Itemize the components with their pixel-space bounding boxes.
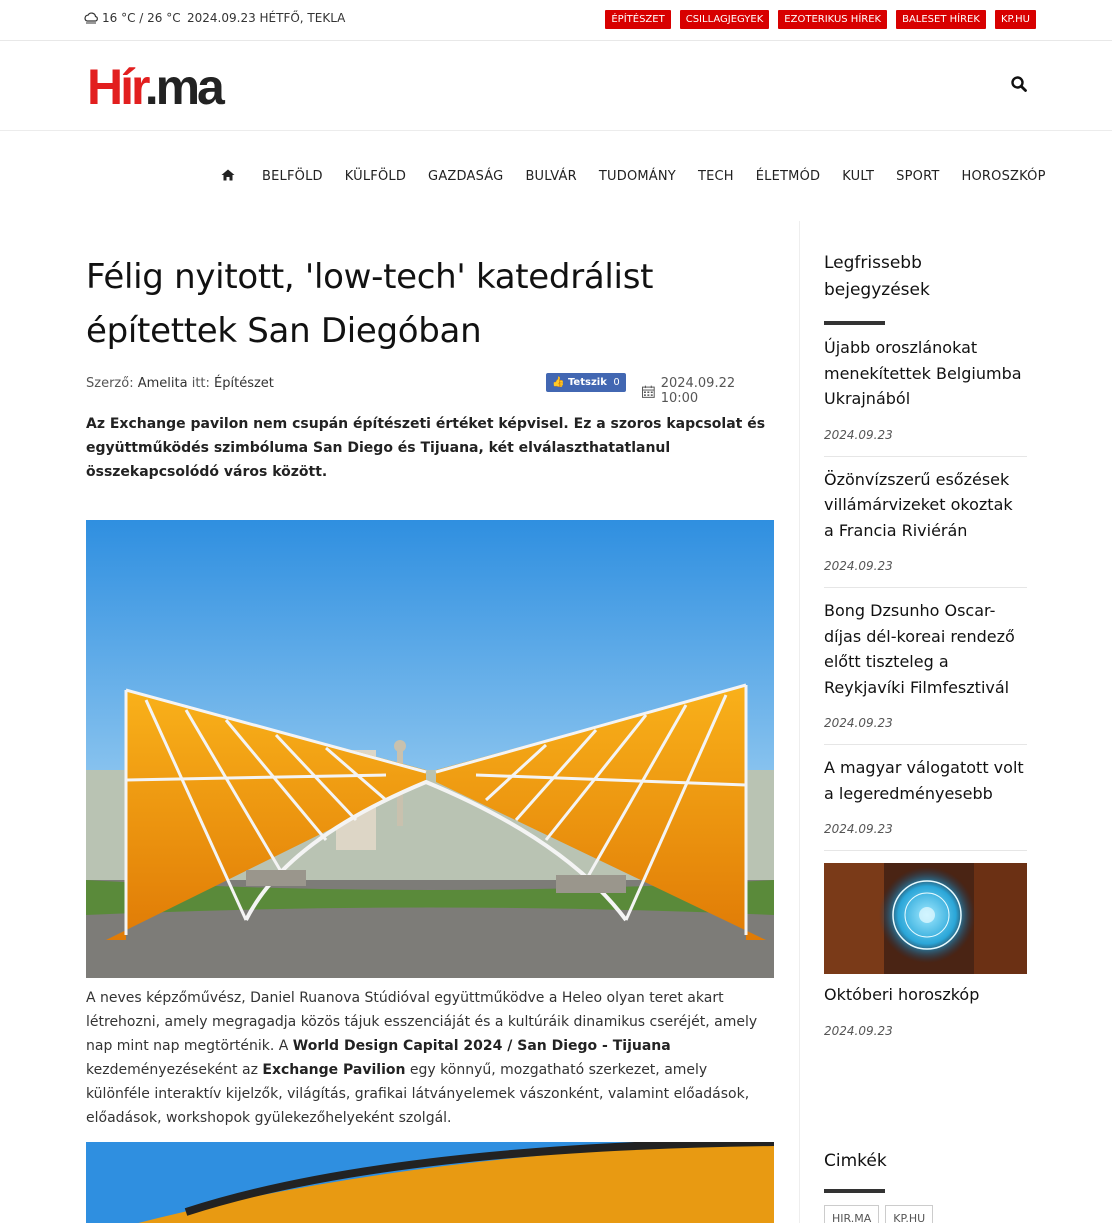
article-second-image	[86, 1142, 774, 1223]
tag-kp-hu[interactable]: KP.HU	[885, 1205, 933, 1223]
sidebar-post-date: 2024.09.23	[824, 716, 893, 730]
top-link-ezoterikus-hirek[interactable]: EZOTERIKUS HÍREK	[778, 10, 887, 29]
nav-item-sport[interactable]: SPORT	[896, 169, 940, 184]
author-label: Szerző:	[86, 376, 134, 391]
article-lead: Az Exchange pavilon nem csupán építészeti értéket képvisel. Ez a szoros kapcsolat és együttműködés szimbóluma San Diego és Tijuana, két elválaszthatatlanul összekapcsolódó város között.	[86, 416, 766, 480]
body-bold-1: World Design Capital 2024 / San Diego - Tijuana	[292, 1038, 671, 1054]
article-body	[86, 986, 774, 1130]
author-link[interactable]: Amelita	[137, 376, 188, 391]
tag-list	[824, 1205, 933, 1223]
sidebar-post	[824, 755, 1027, 851]
body-text-2: kezdeményezéseként az	[86, 1062, 263, 1078]
sidebar-heading: Legfrissebb bejegyzések	[824, 253, 930, 300]
search-button[interactable]	[1010, 75, 1028, 93]
sidebar-post-title[interactable]: A magyar válogatott volt a legeredményesebb	[824, 758, 1024, 803]
article-meta	[86, 370, 774, 406]
fb-like-label: Tetszik	[567, 377, 607, 388]
sidebar-post-title[interactable]: Özönvízszerű esőzések villámárvizeket okoztak a Francia Riviérán	[824, 469, 1013, 540]
nav-item-eletmod[interactable]: ÉLETMÓD	[755, 169, 821, 184]
nav-item-gazdasag[interactable]: GAZDASÁG	[428, 169, 504, 184]
weather-text: 16 °C / 26 °C	[102, 11, 181, 25]
publish-date-text: 2024.09.22 10:00	[660, 376, 736, 406]
publish-date	[642, 376, 774, 406]
nav-item-kult[interactable]: KULT	[842, 169, 875, 184]
article-hero-image	[86, 520, 774, 978]
nav-item-tech[interactable]: TECH	[697, 169, 734, 184]
tags-heading-bar	[824, 1189, 885, 1193]
cloud-icon	[84, 12, 98, 24]
site-header	[0, 41, 1112, 131]
fb-like-button[interactable]	[546, 373, 626, 392]
sidebar	[799, 221, 1112, 1223]
nav-item-horoszkop[interactable]: HOROSZKÓP	[961, 169, 1046, 184]
top-link-csillagjegyek[interactable]: CSILLAGJEGYEK	[680, 10, 770, 29]
article	[86, 221, 774, 1223]
logo-part-1: Hír	[87, 59, 145, 115]
sidebar-post-date: 2024.09.23	[824, 559, 893, 573]
featured-post-date: 2024.09.23	[824, 1023, 893, 1038]
featured-post	[824, 982, 1027, 1052]
sidebar-post-date: 2024.09.23	[824, 427, 893, 442]
body-text-3: egy könnyű, mozgatható szerkezet, amely különféle interaktív kijelzők, világítás, grafikai látványelemek vászonként, valamint előadások, előadások, workshopok gyülekezőhelyeként szolgál.	[86, 1062, 750, 1126]
article-author-line	[86, 376, 274, 391]
nav-item-kulfold[interactable]: KÜLFÖLD	[344, 169, 407, 184]
sidebar-post	[824, 467, 1027, 589]
current-date: 2024.09.23 HÉTFŐ, TEKLA	[187, 11, 346, 25]
body-bold-2: Exchange Pavilion	[262, 1062, 406, 1078]
category-link[interactable]: Építészet	[214, 376, 274, 391]
top-bar	[0, 0, 1112, 41]
nav-item-tudomany[interactable]: TUDOMÁNY	[598, 169, 676, 184]
sidebar-heading-bar	[824, 321, 885, 325]
search-icon	[1010, 75, 1028, 93]
weather	[84, 11, 181, 25]
nav-item-bulvar[interactable]: BULVÁR	[525, 169, 577, 184]
calendar-icon	[642, 385, 655, 398]
sidebar-post-title[interactable]: Újabb oroszlánokat menekítettek Belgiumba Ukrajnából	[824, 338, 1022, 408]
category-label: itt:	[191, 376, 210, 391]
top-link-baleset-hirek[interactable]: BALESET HÍREK	[896, 10, 986, 29]
home-icon	[221, 169, 235, 181]
top-link-epiteszet[interactable]: ÉPÍTÉSZET	[605, 10, 670, 29]
featured-post-title[interactable]: Októberi horoszkóp	[824, 985, 980, 1004]
sidebar-post	[824, 598, 1027, 745]
nav-item-belfold[interactable]: BELFÖLD	[262, 169, 323, 184]
body-text-1: A neves képzőművész, Daniel Ruanova Stúdióval együttműködve a Heleo olyan teret akart létrehozni, amely megragadja közös tájuk esszenciáját és a kultúráik dinamikus cseréjét, amely nap mint nap megtörténik. A	[86, 990, 758, 1054]
top-links	[605, 10, 1036, 29]
sidebar-post	[824, 335, 1027, 457]
fb-like-count: 0	[613, 377, 620, 388]
top-link-kp-hu[interactable]: KP.HU	[995, 10, 1036, 29]
featured-post-image[interactable]	[824, 863, 1027, 974]
tag-hir-ma[interactable]: HIR.MA	[824, 1205, 879, 1223]
sidebar-post-title[interactable]: Bong Dzsunho Oscar-díjas dél-koreai rendező előtt tiszteleg a Reykjavíki Filmfesztivál	[824, 601, 1015, 697]
main-nav	[0, 131, 1112, 221]
nav-home[interactable]	[221, 169, 235, 185]
site-logo[interactable]	[87, 59, 222, 115]
article-title: Félig nyitott, 'low-tech' katedrálist építettek San Diegóban	[86, 257, 654, 351]
logo-part-2: .ma	[144, 59, 222, 115]
thumbs-up-icon: 👍	[552, 377, 565, 388]
tags-heading: Cimkék	[824, 1151, 887, 1171]
sidebar-post-date: 2024.09.23	[824, 822, 893, 836]
